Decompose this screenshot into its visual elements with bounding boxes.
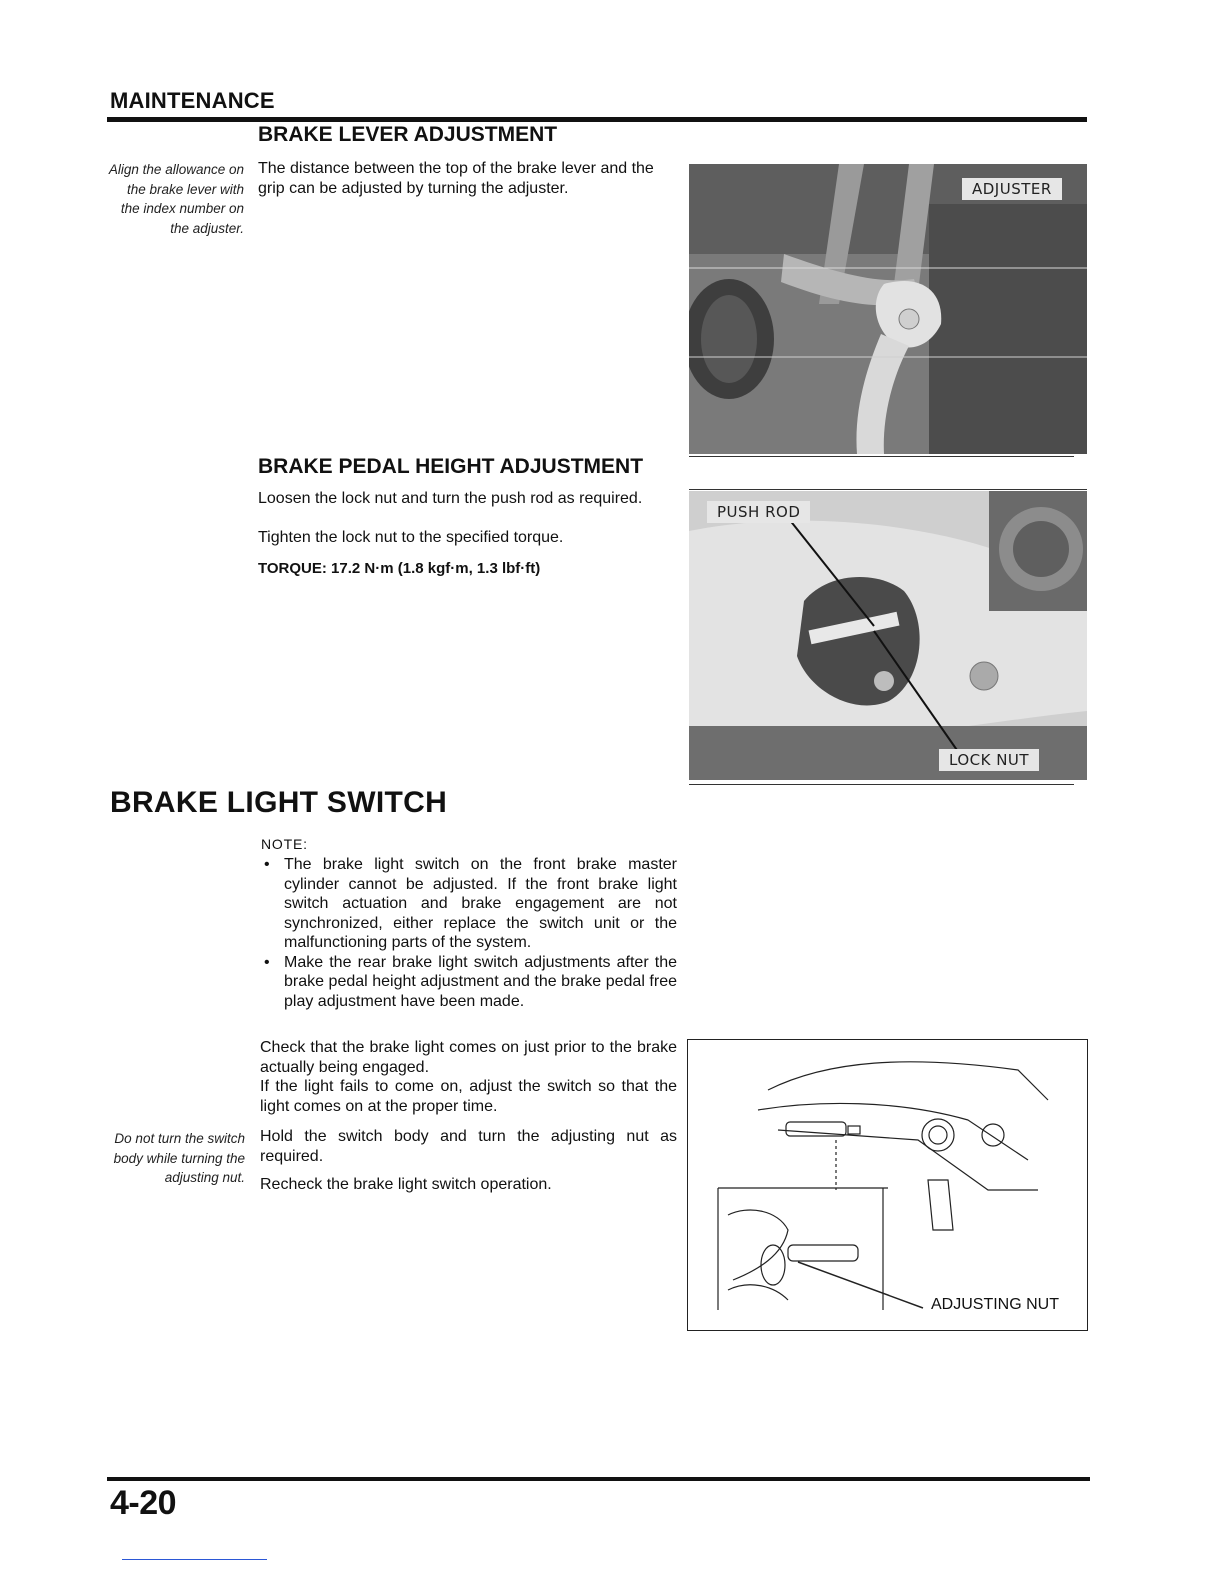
push-rod-label: PUSH ROD (707, 501, 810, 523)
lock-nut-label: LOCK NUT (939, 749, 1039, 771)
brake-light-switch-heading: BRAKE LIGHT SWITCH (110, 786, 448, 819)
note-label: NOTE: (261, 836, 308, 852)
figure-rule (689, 489, 1087, 490)
link-underline (122, 1559, 267, 1560)
recheck-text: Recheck the brake light switch operation. (260, 1176, 552, 1193)
bottom-rule (107, 1477, 1090, 1481)
section-label: MAINTENANCE (110, 88, 275, 113)
switch-side-note: Do not turn the switch body while turning the adjusting nut. (113, 1131, 245, 1185)
adjusting-nut-label: ADJUSTING NUT (931, 1296, 1059, 1313)
page-number: 4-20 (110, 1484, 177, 1522)
notes-list (258, 855, 677, 1011)
brake-lever-photo (689, 164, 1087, 454)
hold-text: Hold the switch body and turn the adjusting nut as required. (260, 1128, 677, 1165)
note-item: • The brake light switch on the front brake master cylinder cannot be adjusted. If the front brake light switch actuation and brake engagement are not synchronized, either replace the switch unit or the malfunctioning parts of the system. (258, 855, 677, 953)
brake-pedal-illustration (689, 491, 1087, 780)
pedal-tighten-text: Tighten the lock nut to the specified torque. (258, 529, 564, 546)
brake-switch-diagram (687, 1039, 1088, 1331)
adjuster-label: ADJUSTER (962, 178, 1062, 200)
brake-pedal-heading: BRAKE PEDAL HEIGHT ADJUSTMENT (258, 455, 644, 478)
torque-spec: TORQUE: 17.2 N·m (1.8 kgf·m, 1.3 lbf·ft) (258, 560, 541, 577)
lever-side-note: Align the allowance on the brake lever with the index number on the adjuster. (108, 162, 244, 236)
figure-rule (689, 784, 1074, 785)
brake-pedal-photo (689, 491, 1087, 780)
lever-body-text: The distance between the top of the brake lever and the grip can be adjusted by turning the adjuster. (258, 160, 654, 197)
adjust-text: If the light fails to come on, adjust the switch so that the light comes on at the proper time. (260, 1078, 677, 1115)
brake-lever-illustration (689, 164, 1087, 454)
pedal-body-text: Loosen the lock nut and turn the push rod as required. (258, 490, 643, 507)
figure-rule (689, 456, 1074, 457)
check-text: Check that the brake light comes on just prior to the brake actually being engaged. (260, 1039, 677, 1076)
note-item: • Make the rear brake light switch adjustments after the brake pedal height adjustment and the brake pedal free play adjustment have been made. (258, 953, 677, 1012)
top-rule (107, 117, 1087, 122)
switch-line-drawing (688, 1040, 1087, 1330)
brake-lever-heading: BRAKE LEVER ADJUSTMENT (258, 123, 558, 146)
